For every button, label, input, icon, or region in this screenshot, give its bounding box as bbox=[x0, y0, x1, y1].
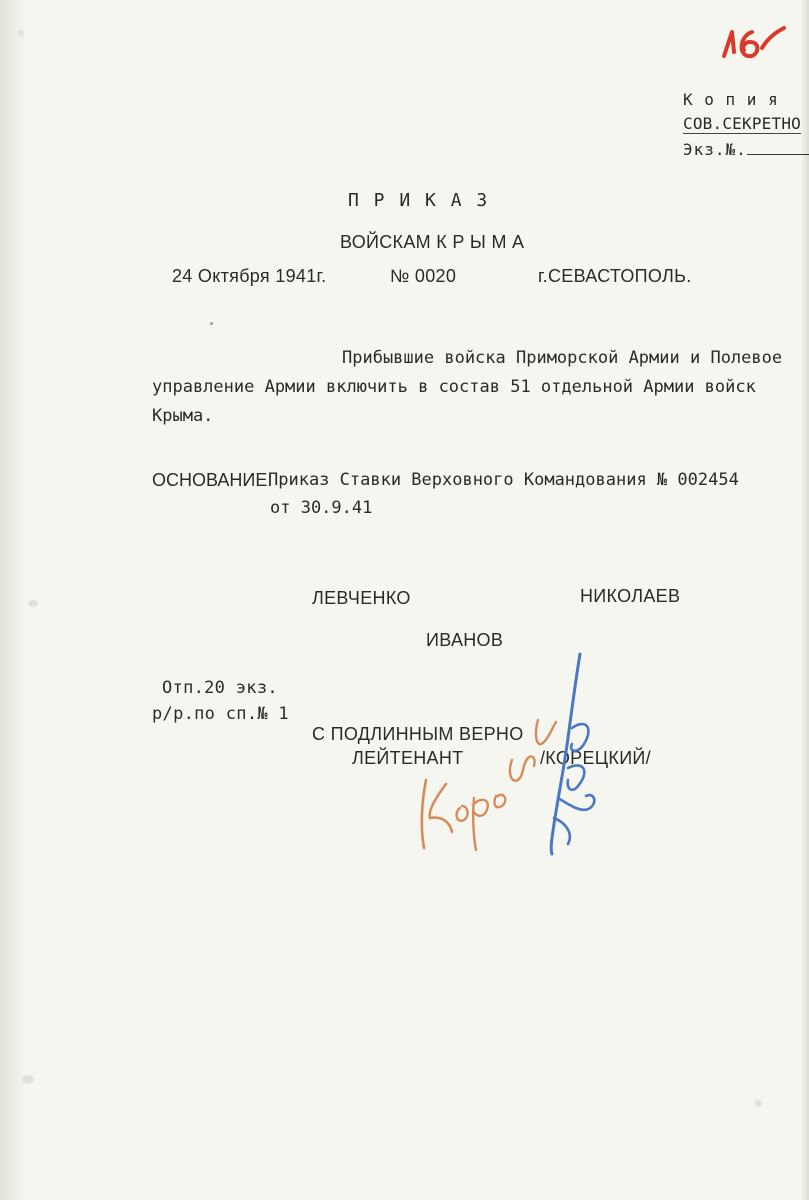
scan-speck bbox=[210, 322, 213, 325]
certified-true-copy: С ПОДЛИННЫМ ВЕРНО bbox=[312, 724, 524, 744]
distribution-copies: Отп.20 экз. bbox=[162, 678, 278, 698]
copy-number-field bbox=[683, 140, 809, 159]
body-line-2: управление Армии включить в состав 51 отдельной Армии войск bbox=[152, 377, 756, 397]
basis-text: Приказ Ставки Верховного Командования № 002454 bbox=[268, 470, 739, 490]
order-addressee: ВОЙСКАМ К Р Ы М А bbox=[340, 232, 525, 252]
scan-speck bbox=[755, 1100, 762, 1107]
order-title: П Р И К А З bbox=[348, 190, 490, 211]
scan-speck bbox=[28, 600, 38, 607]
scan-left-edge bbox=[0, 0, 26, 1200]
order-date: 24 Октября 1941г. bbox=[172, 266, 327, 286]
scan-speck bbox=[18, 30, 24, 36]
distribution-mailing: р/р.по сп.№ 1 bbox=[152, 704, 289, 724]
scan-speck bbox=[22, 1075, 34, 1084]
body-line-1: Прибывшие войска Приморской Армии и Полевое bbox=[342, 348, 783, 368]
order-place: г.СЕВАСТОПОЛЬ. bbox=[538, 266, 692, 286]
copy-number-blank bbox=[747, 140, 809, 155]
secrecy-label: СОВ.СЕКРЕТНО bbox=[683, 114, 801, 133]
certifier-rank: ЛЕЙТЕНАНТ bbox=[352, 748, 464, 768]
signatory-nikolaev: НИКОЛАЕВ bbox=[580, 586, 681, 606]
signatory-ivanov: ИВАНОВ bbox=[426, 630, 504, 650]
basis-date: от 30.9.41 bbox=[270, 498, 373, 518]
scan-right-edge bbox=[801, 0, 809, 1200]
body-line-3: Крыма. bbox=[152, 406, 214, 426]
corner-mark-handwritten bbox=[718, 18, 788, 66]
certifier-name: /КОРЕЦКИЙ/ bbox=[540, 748, 651, 768]
signature-blue bbox=[528, 648, 618, 858]
order-number: № 0020 bbox=[390, 266, 457, 286]
signatory-levchenko: ЛЕВЧЕНКО bbox=[312, 588, 411, 608]
copy-label: К о п и я bbox=[683, 90, 779, 109]
basis-label: ОСНОВАНИЕ: bbox=[152, 470, 273, 490]
copy-number-label: Экз.№. bbox=[683, 140, 747, 159]
